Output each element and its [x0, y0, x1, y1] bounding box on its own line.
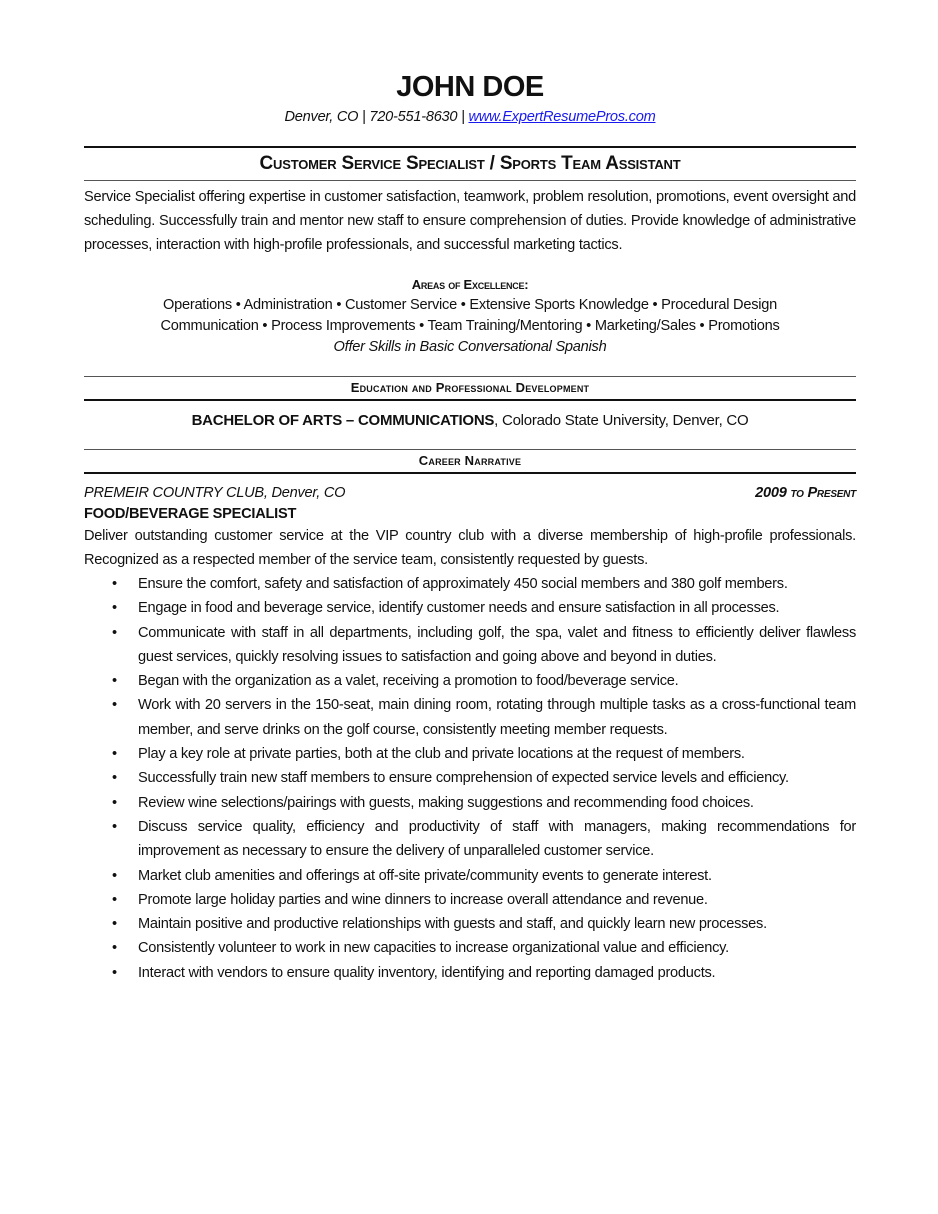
resume-page [84, 68, 856, 985]
list-item [84, 912, 856, 936]
list-item [84, 621, 856, 670]
bullet-icon: • [112, 600, 117, 617]
contact-line [84, 106, 856, 128]
summary: Service Specialist offering expertise in customer satisfaction, teamwork, problem resolution, promotions, event oversight and scheduling. Successfully train and mentor new staff to ensure comprehension of duties. Provide knowledge of administrative processes, interaction with high-profile professionals, and successful marketing tactics. [84, 189, 856, 253]
bullet-icon: • [112, 673, 117, 690]
job-dates: 2009 to Present [755, 485, 856, 501]
list-item [84, 596, 856, 620]
resume-title: Customer Service Specialist / Sports Team Assistant [259, 153, 681, 174]
bullet-icon: • [112, 746, 117, 763]
bullet-icon: • [112, 867, 117, 884]
education-entry [84, 409, 856, 433]
bullet-text: Review wine selections/pairings with guests, making suggestions and recommending food choices. [138, 794, 754, 811]
bullet-text: Work with 20 servers in the 150-seat, main dining room, rotating through multiple tasks as a cross-functional team member, and serve drinks on the golf course, consistently meeting member requests. [138, 697, 856, 738]
degree: BACHELOR OF ARTS – COMMUNICATIONS [191, 412, 495, 429]
divider [84, 180, 856, 181]
divider [84, 472, 856, 474]
list-item [84, 815, 856, 864]
areas-line: Communication • Process Improvements • Team Training/Mentoring • Marketing/Sales • Promotions [160, 318, 780, 334]
bullet-icon: • [112, 940, 117, 957]
bullet-icon: • [112, 818, 117, 835]
bullet-text: Play a key role at private parties, both at the club and private locations at the request of members. [138, 746, 745, 763]
job-title: FOOD/BEVERAGE SPECIALIST [84, 506, 297, 522]
bullet-icon: • [112, 916, 117, 933]
bullet-text: Interact with vendors to ensure quality inventory, identifying and reporting damaged products. [138, 964, 716, 981]
list-item [84, 766, 856, 790]
phone: 720-551-8630 [369, 109, 458, 125]
areas-heading: Areas of Excellence: [411, 277, 529, 292]
bullet-text: Discuss service quality, efficiency and productivity of staff with managers, making recommendations for improvement as necessary to ensure the delivery of unparalleled customer service. [138, 818, 856, 860]
list-item [84, 693, 856, 742]
bullet-text: Consistently volunteer to work in new capacities to increase organizational value and efficiency. [138, 940, 729, 957]
bullet-icon: • [112, 624, 117, 641]
bullet-icon: • [112, 576, 117, 592]
areas-line: Offer Skills in Basic Conversational Spanish [333, 339, 607, 355]
divider [84, 399, 856, 401]
bullet-icon: • [112, 794, 117, 811]
list-item [84, 936, 856, 960]
bullet-text: Promote large holiday parties and wine dinners to increase overall attendance and revenue. [138, 891, 708, 908]
location: Denver, CO [284, 109, 359, 125]
bullet-text: Market club amenities and offerings at off-site private/community events to generate interest. [138, 867, 712, 884]
separator: | [457, 109, 469, 125]
website-link[interactable]: www.ExpertResumePros.com [468, 109, 656, 125]
bullet-text: Communicate with staff in all departments, including golf, the spa, valet and fitness to efficiently deliver flawless guest services, quickly resolving issues to satisfaction and going above and beyond in duties. [138, 624, 856, 665]
bullet-icon: • [112, 697, 117, 714]
bullet-text: Engage in food and beverage service, identify customer needs and ensure satisfaction in all processes. [138, 600, 780, 617]
school: , Colorado State University, Denver, CO [494, 412, 749, 429]
bullet-icon: • [112, 891, 117, 908]
list-item [84, 572, 856, 596]
bullet-text: Successfully train new staff members to ensure comprehension of expected service levels and efficiency. [138, 770, 789, 787]
list-item [84, 742, 856, 766]
bullet-text: Began with the organization as a valet, receiving a promotion to food/beverage service. [138, 673, 679, 690]
employer: PREMEIR COUNTRY CLUB, Denver, CO [84, 485, 346, 501]
bullet-icon: • [112, 770, 117, 787]
education-heading: Education and Professional Development [350, 380, 590, 395]
bullet-text: Ensure the comfort, safety and satisfaction of approximately 450 social members and 380 golf members. [138, 576, 788, 592]
areas-line: Operations • Administration • Customer Service • Extensive Sports Knowledge • Procedural Design [163, 297, 777, 313]
bullet-text: Maintain positive and productive relationships with guests and staff, and quickly learn new processes. [138, 916, 767, 933]
job-description: Deliver outstanding customer service at the VIP country club with a diverse membership of high-profile professionals. Recognized as a respected member of the service team, consistently requested by guests. [84, 528, 856, 568]
bullet-icon: • [112, 964, 117, 981]
list-item [84, 888, 856, 912]
list-item [84, 864, 856, 888]
job-header [84, 482, 856, 504]
list-item [84, 791, 856, 815]
candidate-name: JOHN DOE [396, 71, 544, 103]
job-bullets [84, 572, 856, 985]
list-item [84, 961, 856, 985]
career-heading: Career Narrative [418, 453, 522, 468]
list-item [84, 669, 856, 693]
separator: | [358, 109, 370, 125]
